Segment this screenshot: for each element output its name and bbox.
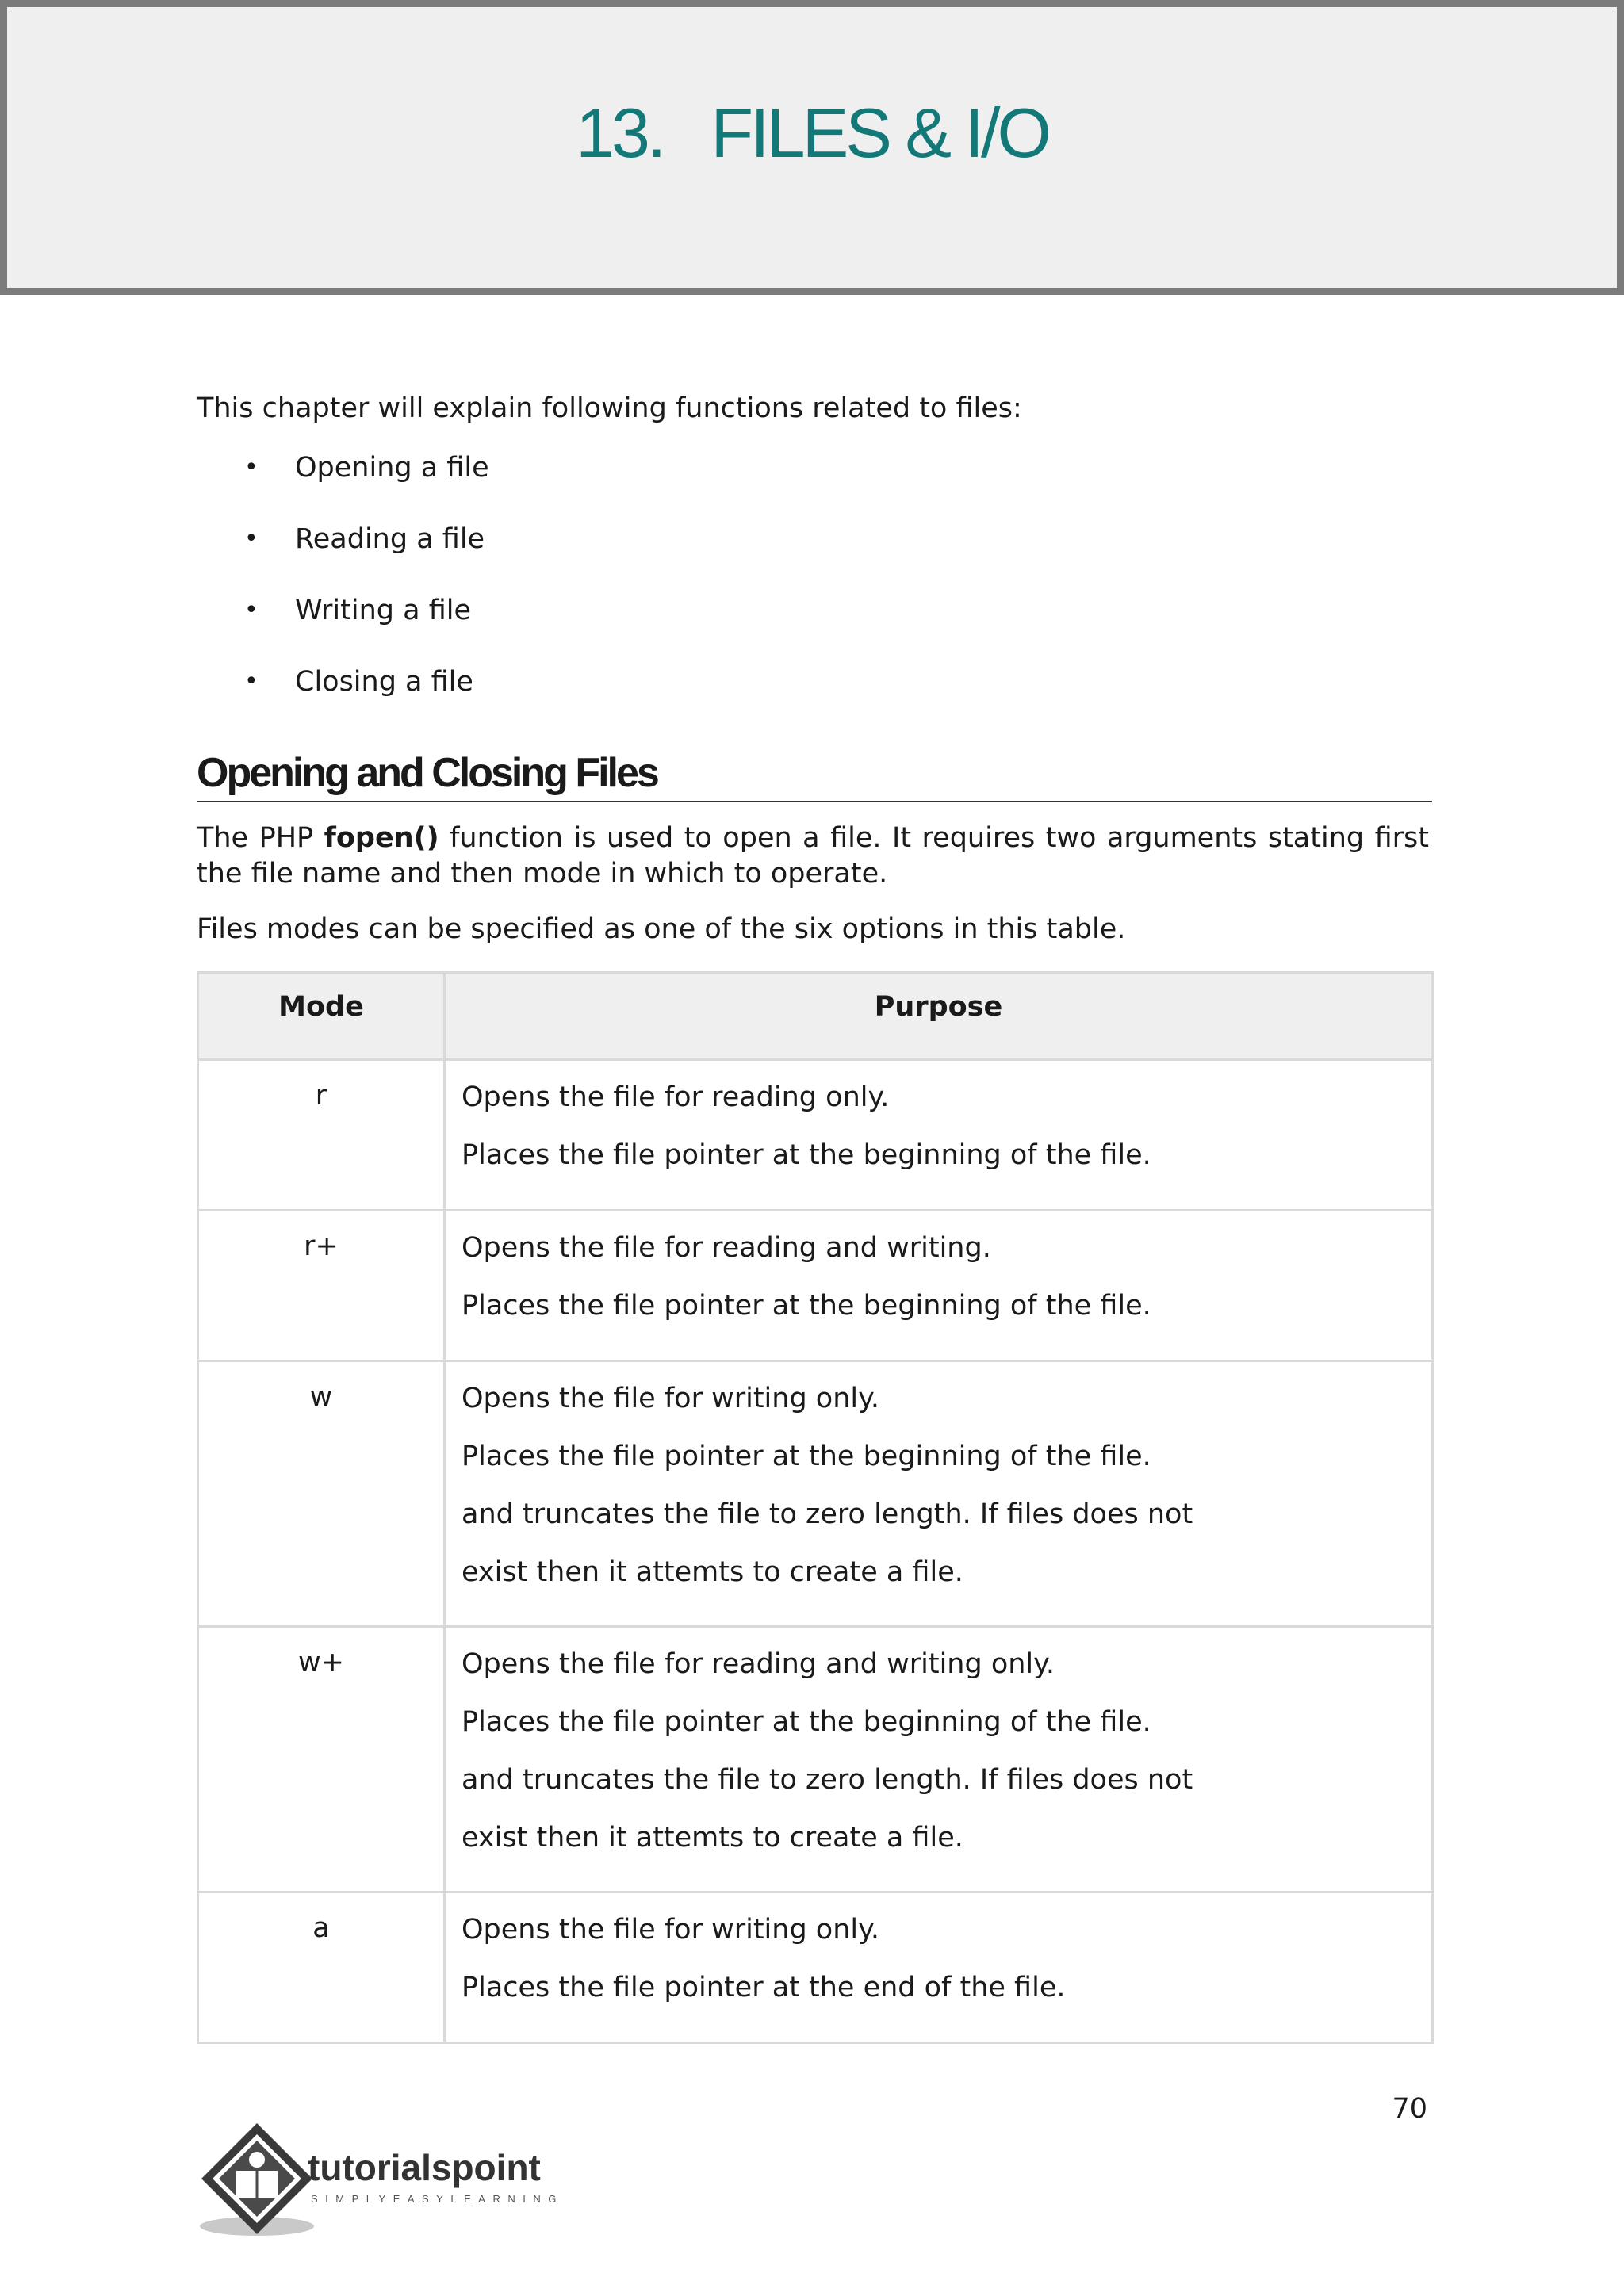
purpose-cell: Opens the file for writing only. Places the file pointer at the beginning of the file. and truncates the file to zero length. If files does not exist then it attemts to create a file. — [445, 1361, 1433, 1627]
chapter-number: 13. — [576, 94, 664, 172]
logo-tagline: SIMPLYEASYLEARNING — [311, 2193, 564, 2205]
table-row — [198, 1361, 1433, 1627]
function-list — [197, 448, 489, 733]
fopen-paragraph: The PHP fopen() function is used to open a file. It requires two arguments stating first the file name and then mode in which to operate. — [197, 822, 1429, 890]
intro-text: This chapter will explain following functions related to files: — [197, 392, 1022, 424]
table-row — [198, 1627, 1433, 1892]
file-modes-table — [197, 971, 1434, 2044]
bullet-icon: • — [244, 668, 259, 695]
mode-cell: w+ — [198, 1627, 445, 1892]
list-item: • Writing a file — [197, 591, 489, 662]
tutorialspoint-logo — [195, 2117, 607, 2244]
fopen-code: fopen() — [324, 822, 439, 854]
chapter-title-text: FILES & I/O — [710, 94, 1048, 172]
bullet-icon: • — [244, 525, 259, 553]
table-row — [198, 1211, 1433, 1361]
mode-cell: a — [198, 1892, 445, 2043]
logo-wordmark: tutorialspoint — [308, 2147, 541, 2188]
mode-column-header: Mode — [198, 973, 445, 1060]
list-item: • Opening a file — [197, 448, 489, 519]
list-item: • Reading a file — [197, 519, 489, 591]
mode-cell: w — [198, 1361, 445, 1627]
purpose-cell: Opens the file for writing only. Places the file pointer at the end of the file. — [445, 1892, 1433, 2043]
chapter-title — [7, 93, 1617, 174]
list-item: • Closing a file — [197, 662, 489, 733]
table-row — [198, 1892, 1433, 2043]
purpose-cell: Opens the file for reading and writing. Places the file pointer at the beginning of the file. — [445, 1211, 1433, 1361]
table-header-row — [198, 973, 1433, 1060]
mode-cell: r+ — [198, 1211, 445, 1361]
table-row — [198, 1060, 1433, 1211]
purpose-cell: Opens the file for reading and writing only. Places the file pointer at the beginning of the file. and truncates the file to zero length. If files does not exist then it attemts to create a file. — [445, 1627, 1433, 1892]
purpose-column-header: Purpose — [445, 973, 1433, 1060]
mode-cell: r — [198, 1060, 445, 1211]
bullet-icon: • — [244, 453, 259, 481]
person-icon — [249, 2152, 265, 2168]
modes-paragraph: Files modes can be specified as one of the six options in this table. — [197, 913, 1126, 945]
chapter-header — [0, 0, 1624, 295]
section-heading: Opening and Closing Files — [197, 745, 1432, 802]
bullet-icon: • — [244, 596, 259, 624]
page-number: 70 — [1392, 2093, 1427, 2125]
purpose-cell: Opens the file for reading only. Places the file pointer at the beginning of the file. — [445, 1060, 1433, 1211]
